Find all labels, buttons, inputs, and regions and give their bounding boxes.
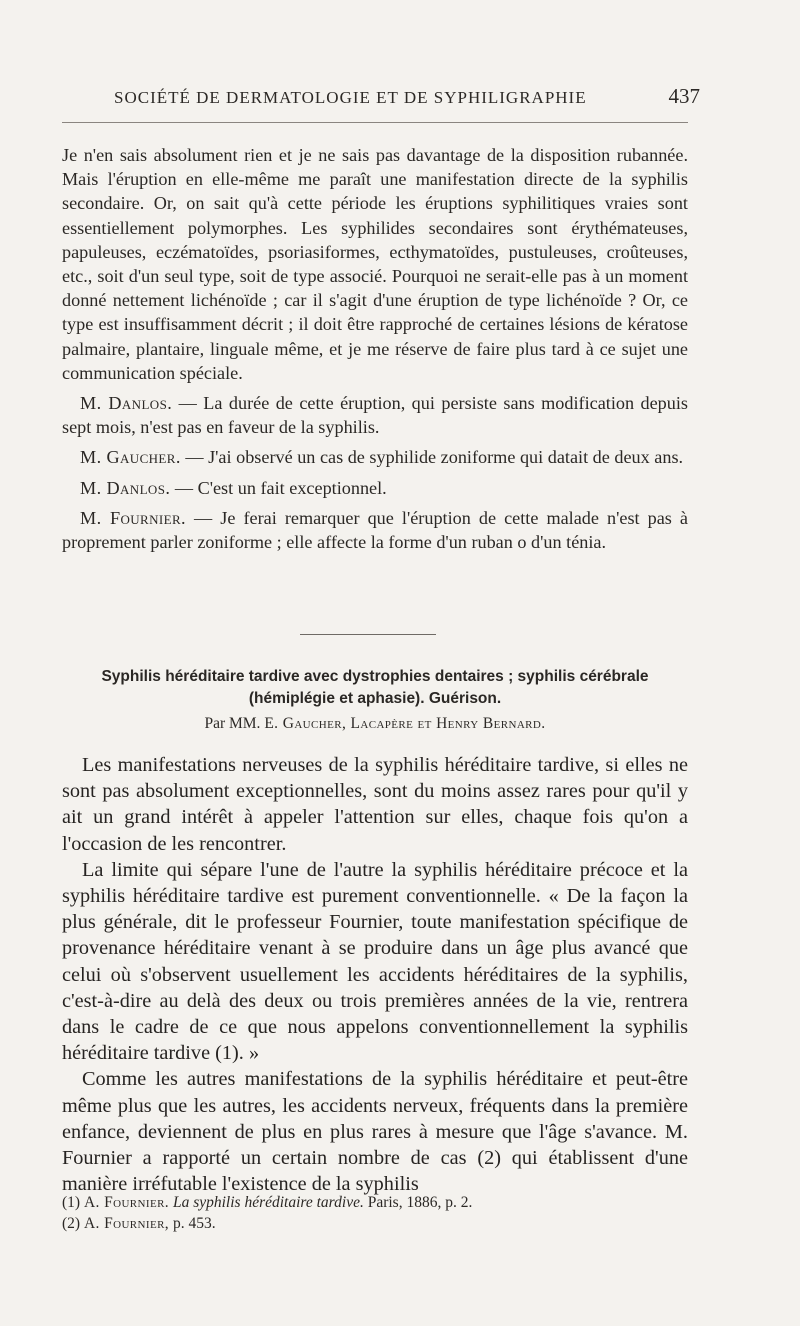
speaker-name: M. Fournier. (80, 507, 186, 528)
article-title: Syphilis héréditaire tardive avec dystrophies dentaires ; syphilis cérébrale (hémiplégie et aphasie). Guérison. (101, 668, 649, 707)
footnote (62, 1213, 688, 1234)
page-number: 437 (668, 84, 700, 108)
paragraph: La limite qui sépare l'une de l'autre la syphilis héréditaire précoce et la syphilis héréditaire tardive est purement conventionnelle. « De la façon la plus générale, dit le professeur Fournier, toute manifestation spécifique de provenance héréditaire venant à se produire dans un âge plus avancé que celui où s'observent usuellement les accidents héréditaires de la syphilis, c'est-à-dire au delà des deux ou trois premières années de la vie, rentrera dans le cadre de ce que nous appelons conventionnellement la syphilis héréditaire tardive (1). » (62, 858, 688, 1065)
footnote-marker: (2) (62, 1215, 81, 1232)
authors-names: E. Gaucher, Lacapère et Henry Bernard. (264, 715, 546, 732)
footnote-marker: (1) (62, 1194, 81, 1211)
dialogue-entry (62, 445, 688, 469)
dialogue-entry (62, 391, 688, 439)
footnote-author: A. Fournier, (83, 1215, 170, 1232)
dialogue-text: — Je ferai remarquer que l'éruption de cette malade n'est pas à proprement parler zoniforme ; elle affecte la forme d'un ruban o d'un ténia. (62, 507, 688, 553)
authors-prefix: Par MM. (204, 715, 265, 732)
footnote-title: La syphilis héréditaire tardive. (172, 1194, 364, 1211)
speaker-name: M. Danlos. (80, 477, 171, 498)
speaker-name: M. Danlos. (80, 393, 173, 414)
paragraph: Je n'en sais absolument rien et je ne sais pas davantage de la disposition rubannée. Mais l'éruption en elle-même me paraît une manifestation directe de la syphilis secondaire. Or, on sait qu'à cette période les éruptions syphilitiques vraies sont essentiellement polymorphes. Les syphilides secondaires sont érythémateuses, papuleuses, eczématoïdes, psoriasiformes, ecthymatoïdes, pustuleuses, croûteuses, etc., soit d'un seul type, soit de type associé. Pourquoi ne serait-elle pas à un moment donné nettement lichénoïde ; car il s'agit d'une éruption de type lichénoïde ? Or, ce type est insuffisamment décrit ; il doit être rapproché de certaines lésions de kératose palmaire, plantaire, linguale même, et je me réserve de faire plus tard à ce sujet une communication spéciale. (62, 145, 688, 383)
speaker-name: M. Gaucher. (80, 447, 181, 468)
dialogue-text: — La durée de cette éruption, qui persiste sans modification depuis sept mois, n'est pas en faveur de la syphilis. (62, 393, 688, 438)
discussion-section (62, 143, 688, 554)
footnote-rest: p. 453. (169, 1215, 216, 1232)
dialogue-entry (62, 476, 688, 500)
footnotes (62, 1192, 688, 1234)
footnote-rest: Paris, 1886, p. 2. (363, 1194, 473, 1211)
running-header-title: SOCIÉTÉ DE DERMATOLOGIE ET DE SYPHILIGRAPHIE (114, 88, 587, 107)
dialogue-text: — J'ai observé un cas de syphilide zoniforme qui datait de deux ans. (180, 447, 684, 468)
dialogue-entry (62, 506, 688, 554)
article-authors (62, 715, 688, 733)
paragraph: Comme les autres manifestations de la syphilis héréditaire et peut-être même plus que les autres, les accidents nerveux, fréquents dans la première enfance, deviennent de plus en plus rares à mesure que l'âge s'avance. M. Fournier a rapporté un certain nombre de cas (2) qui établissent d'une manière irréfutable l'existence de la syphilis (62, 1068, 688, 1196)
footnote-author: A. Fournier. (83, 1194, 170, 1211)
dialogue-text: — C'est un fait exceptionnel. (170, 477, 387, 498)
header-rule (62, 122, 688, 123)
footnote (62, 1192, 688, 1213)
running-header (62, 84, 700, 109)
article-body (62, 752, 688, 1197)
section-divider (300, 634, 436, 635)
paragraph: Les manifestations nerveuses de la syphilis héréditaire tardive, si elles ne sont pas absolument exceptionnelles, sont du moins assez rares pour qu'il y ait un grand intérêt à appeler l'attention sur elles, chaque fois qu'on a l'occasion de les rencontrer. (62, 754, 688, 855)
